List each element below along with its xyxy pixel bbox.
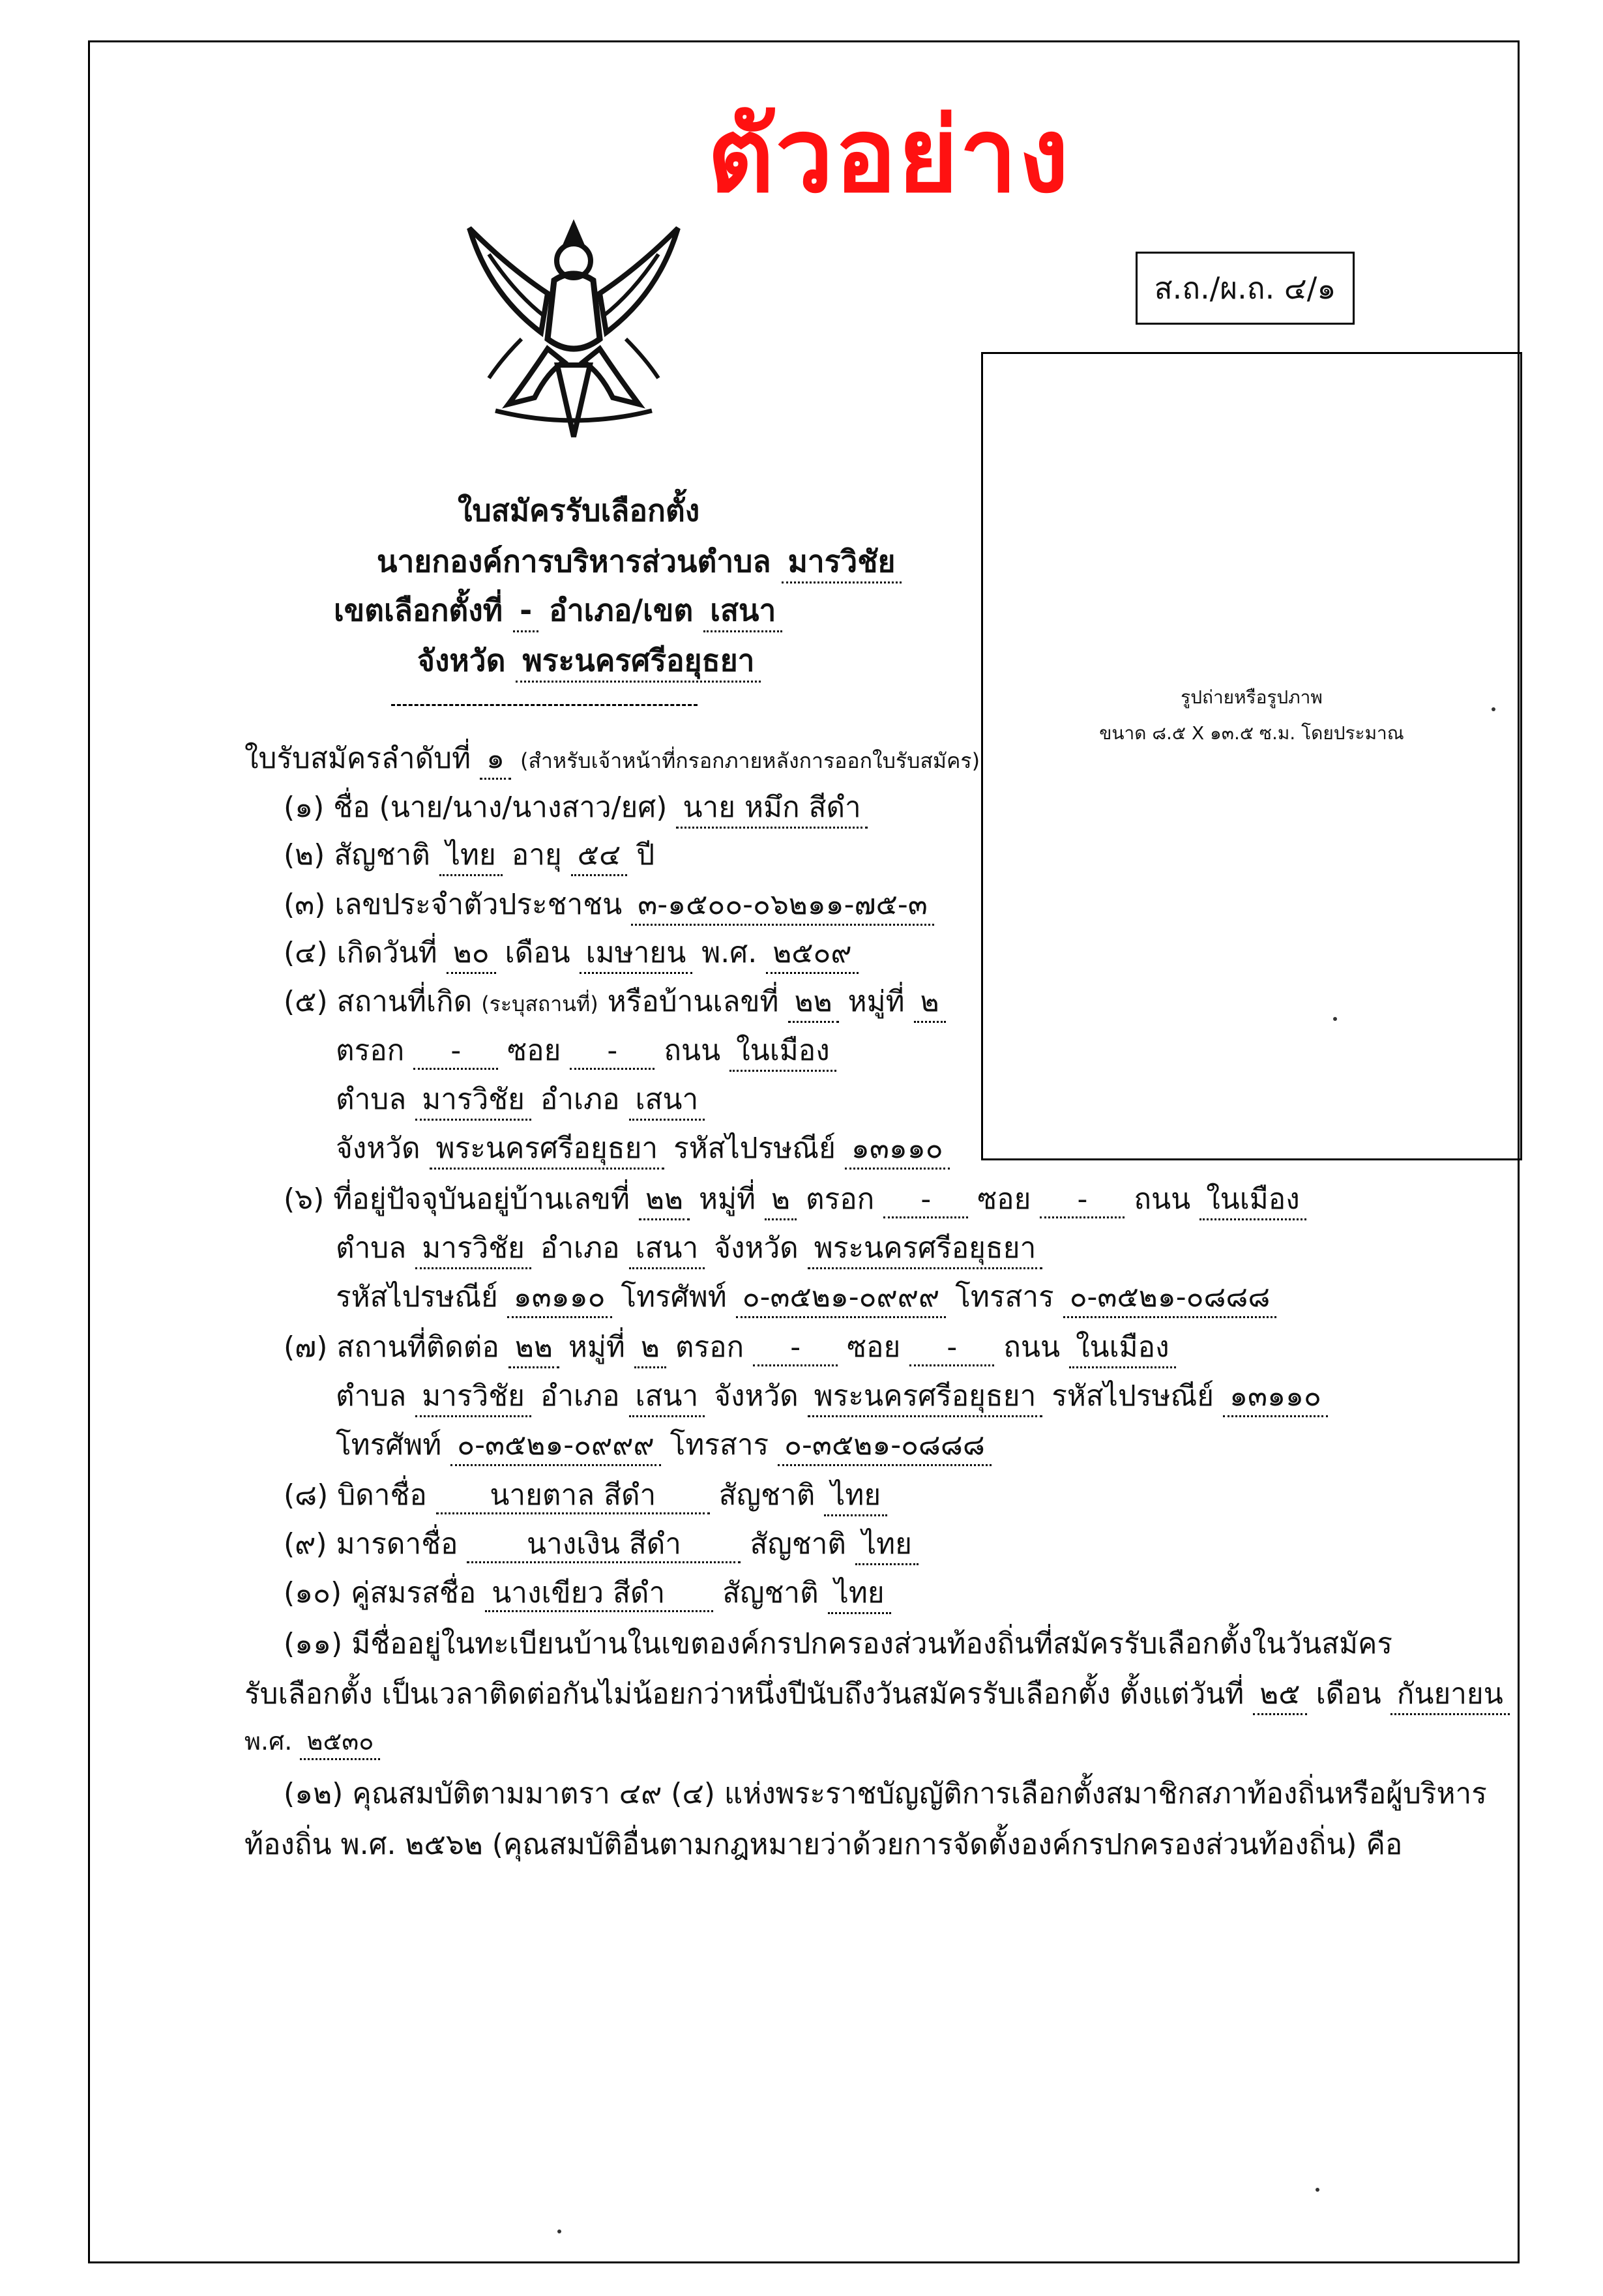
item-11-text: มีชื่ออยู่ในทะเบียนบ้านในเขตองค์กรปกครองส่วนท้องถิ่นที่สมัครรับเลือกตั้งในวันสมัคร — [351, 1627, 1393, 1660]
field-label: สัญชาติ — [718, 1479, 816, 1512]
amphoe-field: เสนา — [629, 1083, 705, 1121]
item-6 — [284, 1185, 1306, 1218]
item-10 — [284, 1576, 891, 1612]
item-6-line-2 — [336, 1231, 1042, 1265]
province-field: พระนครศรีอยุธยา — [430, 1132, 665, 1170]
zone-line — [334, 593, 782, 628]
since-month-field: กันยายน — [1390, 1677, 1510, 1715]
position-line — [377, 544, 902, 579]
item-12-line-2 — [244, 1828, 1403, 1861]
field-label: ตำบล — [336, 1083, 407, 1116]
item-1 — [284, 793, 868, 822]
form-code: ส.ถ./ผ.ถ. ๔/๑ — [1154, 270, 1336, 306]
item-number: (๕) — [284, 985, 328, 1018]
field-label: คู่สมรสชื่อ — [351, 1576, 477, 1610]
field-label: ที่อยู่ปัจจุบันอยู่บ้านเลขที่ — [333, 1183, 630, 1216]
item-11 — [284, 1627, 1393, 1660]
road-field: ในเมือง — [1199, 1183, 1306, 1220]
field-label: หรือบ้านเลขที่ — [607, 985, 779, 1018]
postal-field: ๑๓๑๑๐ — [507, 1280, 612, 1318]
position-label: นายกองค์การบริหารส่วนตำบล — [377, 544, 771, 579]
father-nationality-field: ไทย — [824, 1479, 887, 1516]
scan-speck — [1492, 707, 1495, 711]
province-line — [417, 643, 761, 678]
father-name-field: นายตาล สีดำ — [436, 1481, 710, 1514]
item-5 — [284, 985, 946, 1018]
fax-field: ๐-๓๕๒๑-๐๘๘๘ — [778, 1428, 992, 1466]
item-3 — [284, 890, 934, 919]
field-label: เลขประจำตัวประชาชน — [334, 888, 623, 921]
road-field: ในเมือง — [729, 1034, 836, 1072]
separator-line — [391, 704, 698, 706]
item-6-line-3 — [336, 1280, 1276, 1314]
item-number: (๑๐) — [284, 1576, 342, 1610]
district-field: เสนา — [703, 593, 782, 632]
field-label: จังหวัด — [714, 1379, 799, 1413]
field-label: จังหวัด — [714, 1231, 799, 1265]
field-label: ซอย — [847, 1331, 901, 1364]
field-label: อำเภอ — [540, 1083, 620, 1116]
moo-field: ๒ — [634, 1331, 666, 1368]
postal-field: ๑๓๑๑๐ — [845, 1132, 950, 1170]
soi-field: - — [909, 1333, 994, 1366]
province-field: พระนครศรีอยุธยา — [808, 1379, 1043, 1417]
spouse-nationality-field: ไทย — [828, 1576, 891, 1614]
field-note: (ระบุสถานที่) — [481, 992, 598, 1016]
field-label: หมู่ที่ — [568, 1331, 625, 1364]
zone-field: - — [513, 593, 538, 632]
field-label: มารดาชื่อ — [336, 1527, 458, 1561]
field-label: ชื่อ (นาย/นาง/นางสาว/ยศ) — [333, 791, 668, 824]
mother-nationality-field: ไทย — [855, 1527, 919, 1565]
birth-day-field: ๒๐ — [447, 936, 496, 974]
soi-field: - — [1040, 1185, 1125, 1218]
item-number: (๑) — [284, 791, 325, 824]
soi-field: - — [570, 1037, 654, 1070]
field-label: ถนน — [1134, 1183, 1191, 1216]
item-7 — [284, 1333, 1176, 1366]
house-field: ๒๒ — [788, 985, 839, 1023]
province-field: พระนครศรีอยุธยา — [516, 643, 761, 683]
fax-field: ๐-๓๕๒๑-๐๘๘๘ — [1063, 1280, 1277, 1318]
item-12-text: คุณสมบัติตามมาตรา ๔๙ (๔) แห่งพระราชบัญญัติการเลือกตั้งสมาชิกสภาท้องถิ่นหรือผู้บริหาร — [352, 1777, 1487, 1810]
form-code-box — [1136, 252, 1355, 325]
field-label: พ.ศ. — [244, 1727, 293, 1756]
phone-field: ๐-๓๕๒๑-๐๙๙๙ — [450, 1428, 660, 1466]
house-field: ๒๒ — [639, 1183, 690, 1220]
item-number: (๗) — [284, 1331, 328, 1364]
field-label: สัญชาติ — [750, 1527, 846, 1561]
photo-box — [981, 352, 1522, 1160]
field-label: หมู่ที่ — [699, 1183, 756, 1216]
field-label: ตรอก — [675, 1331, 744, 1364]
field-label: สัญชาติ — [334, 838, 430, 872]
field-label: สถานที่เกิด — [336, 985, 473, 1018]
field-label: โทรศัพท์ — [621, 1280, 727, 1314]
item-4 — [284, 936, 859, 969]
district-label: อำเภอ/เขต — [549, 593, 694, 628]
item-5-line-3 — [336, 1085, 705, 1114]
field-label: เดือน — [1316, 1677, 1381, 1711]
item-9 — [284, 1527, 919, 1563]
field-label: ซอย — [507, 1034, 561, 1067]
field-label: อายุ — [511, 838, 562, 872]
field-label: ถนน — [664, 1034, 721, 1067]
field-label: รหัสไปรษณีย์ — [673, 1132, 836, 1165]
field-label: ตำบล — [336, 1231, 407, 1265]
spouse-name-field: นางเขียว สีดำ — [485, 1579, 713, 1612]
item-12 — [284, 1777, 1487, 1810]
since-year-field: ๒๕๓๐ — [300, 1727, 380, 1760]
scan-speck — [557, 2230, 561, 2233]
item-12-text: ท้องถิ่น พ.ศ. ๒๕๖๒ (คุณสมบัติอื่นตามกฎหมายว่าด้วยการจัดตั้งองค์กรปกครองส่วนท้องถิ่น) คือ — [244, 1828, 1403, 1861]
field-label: หมู่ที่ — [847, 985, 905, 1018]
item-number: (๔) — [284, 936, 328, 969]
amphoe-field: เสนา — [629, 1379, 705, 1417]
tambon-field: มารวิชัย — [415, 1083, 531, 1121]
postal-field: ๑๓๑๑๐ — [1223, 1379, 1328, 1417]
id-number-field: ๓-๑๕๐๐-๐๖๒๑๑-๗๕-๓ — [631, 888, 934, 926]
field-label: ตำบล — [336, 1379, 407, 1413]
field-label: โทรสาร — [955, 1280, 1054, 1314]
garuda-emblem-icon — [450, 209, 698, 450]
photo-caption-2: ขนาด ๘.๕ X ๑๓.๕ ซ.ม. โดยประมาณ — [1099, 722, 1404, 744]
scan-speck — [1333, 1017, 1337, 1021]
alley-field: - — [883, 1185, 968, 1218]
moo-field: ๒ — [914, 985, 946, 1023]
alley-field: - — [413, 1037, 498, 1070]
province-label: จังหวัด — [417, 643, 506, 678]
field-label: พ.ศ. — [701, 936, 757, 969]
house-field: ๒๒ — [508, 1331, 559, 1368]
field-label: โทรสาร — [669, 1428, 769, 1462]
phone-field: ๐-๓๕๒๑-๐๙๙๙ — [736, 1280, 946, 1318]
moo-field: ๒ — [765, 1183, 797, 1220]
tambon-field: มารวิชัย — [415, 1231, 531, 1269]
field-label: อำเภอ — [540, 1379, 620, 1413]
age-field: ๕๔ — [571, 838, 628, 876]
field-label: สัญชาติ — [722, 1576, 819, 1610]
item-5-line-4 — [336, 1134, 950, 1163]
amphoe-field: เสนา — [629, 1231, 705, 1269]
birth-month-field: เมษายน — [580, 936, 693, 974]
scan-speck — [1316, 2188, 1319, 2192]
item-number: (๓) — [284, 888, 326, 921]
field-label: เกิดวันที่ — [336, 936, 437, 969]
field-label: ตรอก — [336, 1034, 405, 1067]
item-7-line-2 — [336, 1379, 1328, 1413]
item-number: (๒) — [284, 838, 325, 872]
item-5-line-2 — [336, 1034, 836, 1070]
item-number: (๙) — [284, 1527, 327, 1561]
item-11-text: รับเลือกตั้ง เป็นเวลาติดต่อกันไม่น้อยกว่าหนึ่งปีนับถึงวันสมัครรับเลือกตั้ง ตั้งแต่วันที่ — [244, 1677, 1244, 1711]
field-label: รหัสไปรษณีย์ — [1052, 1379, 1214, 1413]
alley-field: - — [753, 1333, 838, 1366]
application-line — [244, 744, 980, 773]
item-number: (๘) — [284, 1479, 329, 1512]
mother-name-field: นางเงิน สีดำ — [467, 1530, 741, 1563]
item-number: (๖) — [284, 1183, 325, 1216]
field-label: โทรศัพท์ — [336, 1428, 442, 1462]
field-label: ตรอก — [806, 1183, 875, 1216]
name-field: นาย หมึก สีดำ — [676, 791, 867, 829]
item-number: (๑๑) — [284, 1627, 343, 1660]
item-8 — [284, 1481, 887, 1514]
item-11-line-2 — [244, 1677, 1510, 1711]
subdistrict-field: มารวิชัย — [782, 544, 902, 583]
nationality-field: ไทย — [439, 838, 503, 876]
road-field: ในเมือง — [1069, 1331, 1176, 1368]
field-label: ปี — [636, 838, 655, 872]
field-label: อำเภอ — [540, 1231, 620, 1265]
field-label: สถานที่ติดต่อ — [336, 1331, 499, 1364]
application-label: ใบรับสมัครลำดับที่ — [244, 742, 471, 775]
zone-label: เขตเลือกตั้งที่ — [334, 593, 503, 628]
document-title: ใบสมัครรับเลือกตั้ง — [458, 493, 700, 528]
field-label: รหัสไปรษณีย์ — [336, 1280, 498, 1314]
item-2 — [284, 838, 655, 872]
application-note: (สำหรับเจ้าหน้าที่กรอกภายหลังการออกใบรับสมัคร) — [520, 748, 980, 773]
since-day-field: ๒๕ — [1253, 1677, 1306, 1715]
item-7-line-3 — [336, 1428, 992, 1462]
photo-caption-1: รูปถ่ายหรือรูปภาพ — [1181, 686, 1323, 708]
sample-stamp: ตัวอย่าง — [707, 96, 1070, 216]
field-label: เดือน — [505, 936, 570, 969]
tambon-field: มารวิชัย — [415, 1379, 531, 1417]
field-label: บิดาชื่อ — [337, 1479, 427, 1512]
item-11-line-3 — [244, 1729, 380, 1754]
field-label: ถนน — [1003, 1331, 1061, 1364]
item-number: (๑๒) — [284, 1777, 344, 1810]
field-label: จังหวัด — [336, 1132, 420, 1165]
province-field: พระนครศรีอยุธยา — [808, 1231, 1043, 1269]
birth-year-field: ๒๕๐๙ — [766, 936, 858, 974]
field-label: ซอย — [977, 1183, 1031, 1216]
application-number: ๑ — [480, 742, 511, 780]
